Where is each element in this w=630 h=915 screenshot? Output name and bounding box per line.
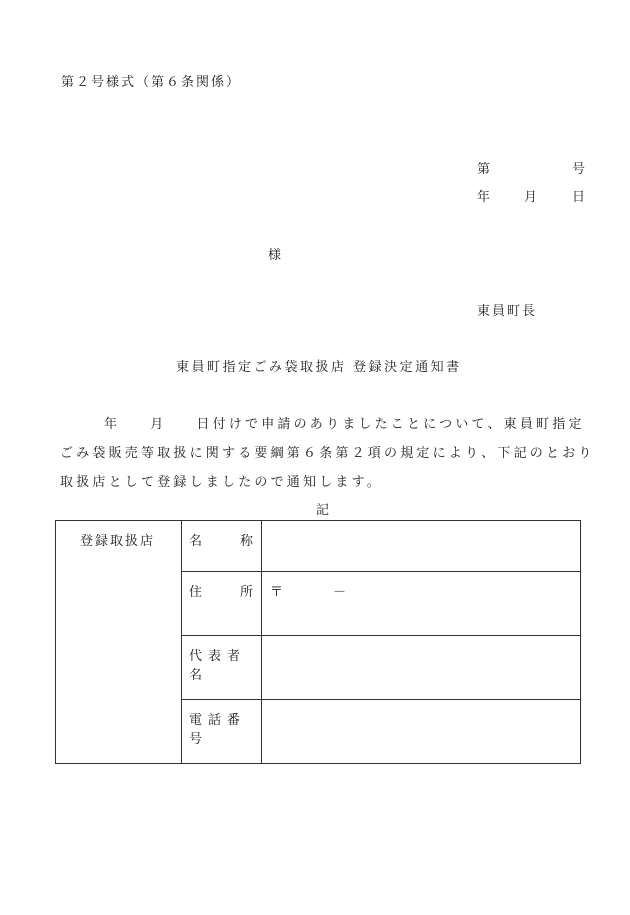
body-year: 年 [104,417,121,432]
phone-value-cell[interactable] [262,700,581,764]
body-line-3: 取扱店として登録しましたので通知します。 [60,475,383,490]
document-number-label: 第 [477,162,491,177]
phone-label-cell [182,700,262,764]
postal-mark: 〒 [270,585,284,600]
issuer-name: 東員町長 [477,304,538,319]
name-label-char-1: 名 [189,534,203,549]
shop-label-cell [56,521,182,764]
notice-body [60,410,595,497]
representative-value-cell[interactable] [262,636,581,700]
registration-table [55,520,581,764]
name-label-cell [182,521,262,572]
phone-label: 電話番号 [189,713,247,747]
address-label [182,572,261,600]
name-value-cell[interactable] [262,521,581,572]
document-title: 東員町指定ごみ袋取扱店 登録決定通知書 [176,360,462,375]
representative-label: 代表者名 [189,649,247,683]
address-label-char-1: 住 [189,585,203,600]
shop-label: 登録取扱店 [80,534,156,549]
representative-label-cell [182,636,262,700]
date-month-label: 月 [524,190,538,205]
postal-code-line [262,572,580,600]
ki-heading: 記 [316,503,330,518]
name-label-char-2: 称 [239,534,253,549]
address-label-cell [182,572,262,636]
table-row-name [56,521,581,572]
postal-dash: － [333,585,347,600]
body-line-1 [60,410,590,439]
body-line-2: ごみ袋販売等取扱に関する要綱第６条第２項の規定により、下記のとおり [60,446,595,461]
address-label-char-2: 所 [239,585,253,600]
date-year-label: 年 [477,190,491,205]
address-value-cell[interactable] [262,572,581,636]
body-line-1-text: 日付けで申請のありましたことについて、東員町指定 [196,417,585,432]
addressee-honorific: 様 [268,248,282,263]
document-number-suffix: 号 [572,162,586,177]
date-day-label: 日 [572,190,586,205]
body-month: 月 [150,417,167,432]
name-label [182,521,261,549]
form-number: 第２号様式（第６条関係） [61,75,242,90]
